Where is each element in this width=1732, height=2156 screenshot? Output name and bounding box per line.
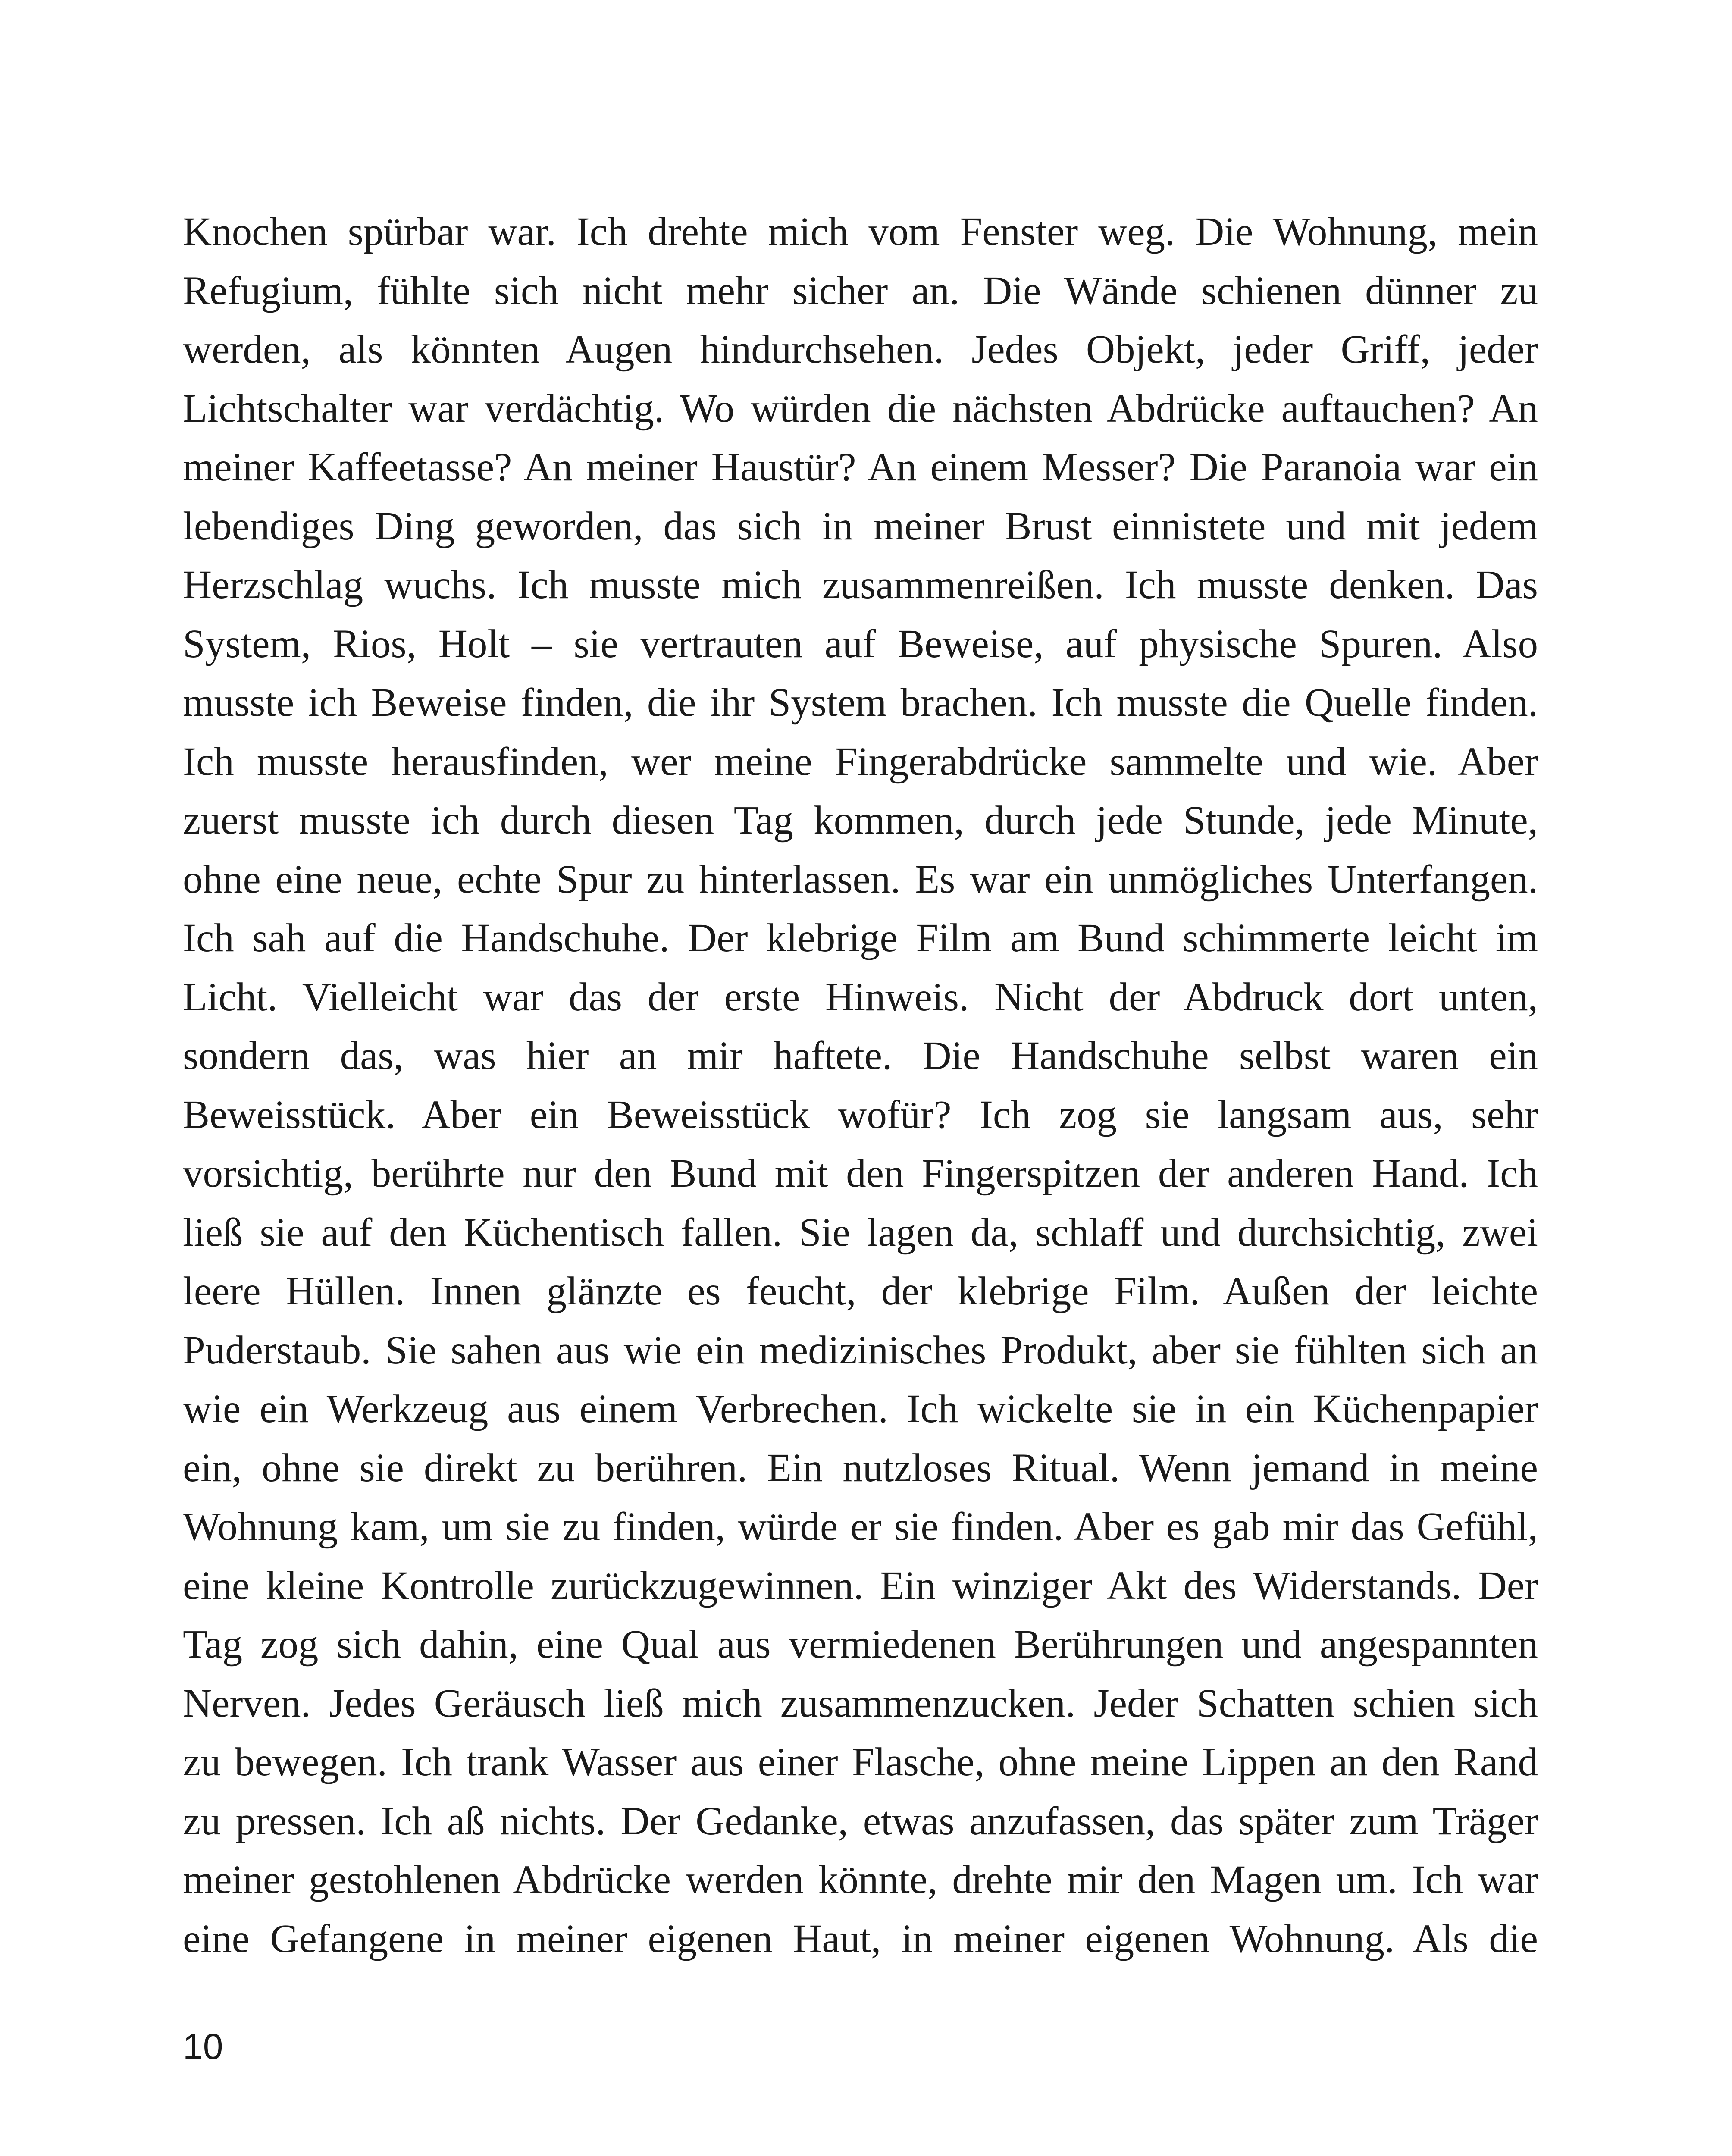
text-line: Tag zog sich dahin, eine Qual aus vermiedenen Berührungen und angespannten (183, 1622, 1538, 1667)
body-text (183, 203, 1538, 1968)
text-line: vorsichtig, berührte nur den Bund mit den Fingerspitzen der anderen Hand. Ich (183, 1151, 1538, 1196)
text-line: Beweisstück. Aber ein Beweisstück wofür? Ich zog sie langsam aus, sehr (183, 1092, 1538, 1137)
text-line: zuerst musste ich durch diesen Tag kommen, durch jede Stunde, jede Minute, (183, 798, 1538, 843)
text-line: Wohnung kam, um sie zu finden, würde er sie finden. Aber es gab mir das Gefühl, (183, 1504, 1538, 1549)
text-line: meiner Kaffeetasse? An meiner Haustür? An einem Messer? Die Paranoia war ein (183, 445, 1538, 489)
text-line: Herzschlag wuchs. Ich musste mich zusammenreißen. Ich musste denken. Das (183, 563, 1538, 607)
text-line: eine kleine Kontrolle zurückzugewinnen. Ein winziger Akt des Widerstands. Der (183, 1563, 1538, 1608)
text-line: Refugium, fühlte sich nicht mehr sicher an. Die Wände schienen dünner zu (183, 268, 1538, 313)
text-line: zu pressen. Ich aß nichts. Der Gedanke, etwas anzufassen, das später zum Träger (183, 1799, 1538, 1843)
text-line: System, Rios, Holt – sie vertrauten auf Beweise, auf physische Spuren. Also (183, 621, 1538, 666)
text-line: Puderstaub. Sie sahen aus wie ein medizinisches Produkt, aber sie fühlten sich an (183, 1328, 1538, 1373)
text-line: wie ein Werkzeug aus einem Verbrechen. Ich wickelte sie in ein Küchenpapier (183, 1387, 1538, 1431)
text-line: Lichtschalter war verdächtig. Wo würden die nächsten Abdrücke auftauchen? An (183, 386, 1538, 431)
text-line: zu bewegen. Ich trank Wasser aus einer Flasche, ohne meine Lippen an den Rand (183, 1740, 1538, 1784)
text-line: eine Gefangene in meiner eigenen Haut, in meiner eigenen Wohnung. Als die (183, 1916, 1538, 1961)
text-line: Knochen spürbar war. Ich drehte mich vom Fenster weg. Die Wohnung, mein (183, 210, 1538, 254)
page-number: 10 (183, 2026, 223, 2067)
text-line: ließ sie auf den Küchentisch fallen. Sie lagen da, schlaff und durchsichtig, zwei (183, 1210, 1538, 1255)
text-line: Nerven. Jedes Geräusch ließ mich zusammenzucken. Jeder Schatten schien sich (183, 1681, 1538, 1726)
text-line: leere Hüllen. Innen glänzte es feucht, der klebrige Film. Außen der leichte (183, 1269, 1538, 1313)
text-line: sondern das, was hier an mir haftete. Die Handschuhe selbst waren ein (183, 1034, 1538, 1078)
text-line: Licht. Vielleicht war das der erste Hinweis. Nicht der Abdruck dort unten, (183, 975, 1538, 1019)
text-line: Ich musste herausfinden, wer meine Fingerabdrücke sammelte und wie. Aber (183, 739, 1538, 784)
text-line: ohne eine neue, echte Spur zu hinterlassen. Es war ein unmögliches Unterfangen. (183, 857, 1538, 902)
text-line: Ich sah auf die Handschuhe. Der klebrige Film am Bund schimmerte leicht im (183, 916, 1538, 960)
text-line: meiner gestohlenen Abdrücke werden könnte, drehte mir den Magen um. Ich war (183, 1858, 1538, 1902)
text-line: musste ich Beweise finden, die ihr System brachen. Ich musste die Quelle finden. (183, 680, 1538, 725)
text-line: werden, als könnten Augen hindurchsehen. Jedes Objekt, jeder Griff, jeder (183, 327, 1538, 372)
text-line: ein, ohne sie direkt zu berühren. Ein nutzloses Ritual. Wenn jemand in meine (183, 1445, 1538, 1490)
text-line: lebendiges Ding geworden, das sich in meiner Brust einnistete und mit jedem (183, 504, 1538, 548)
